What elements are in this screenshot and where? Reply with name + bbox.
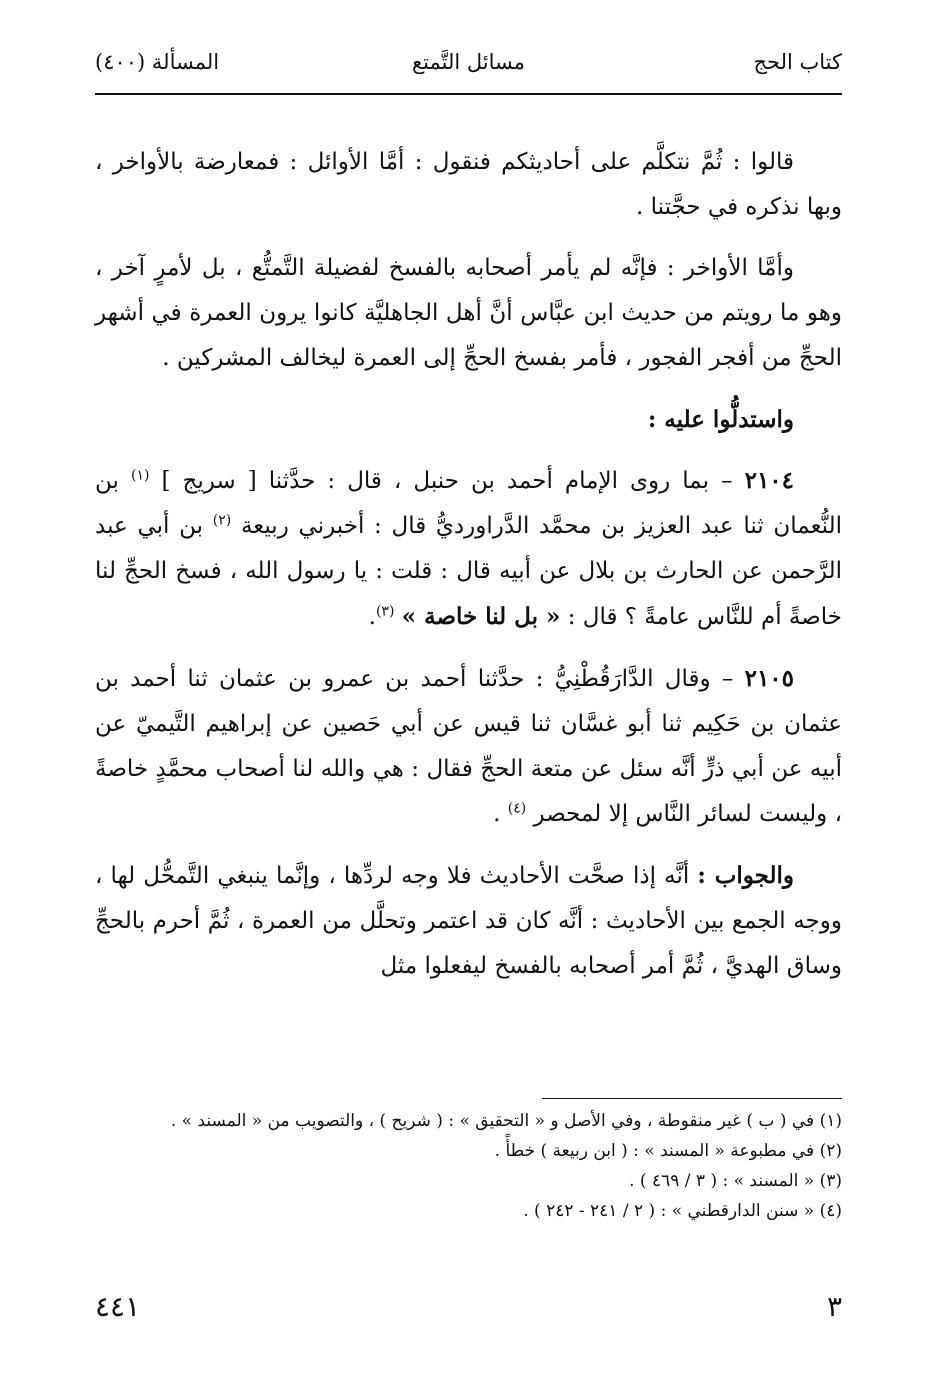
- hadith-number: ٢١٠٤: [744, 467, 795, 494]
- hadith-2105: [95, 656, 842, 837]
- footnote-ref: (٢): [212, 512, 232, 529]
- header-issue-number: المسألة (٤٠٠): [95, 50, 220, 74]
- footnote-1: (١) في ( ب ) غير منقوطة ، وفي الأصل و « التحقيق » : ( شريح ) ، والتصويب من « المسند » .: [170, 1111, 842, 1131]
- answer-label: والجواب :: [697, 862, 795, 889]
- footnote-4: (٤) « سنن الدارقطني » : ( ٢ / ٢٤١ - ٢٤٢ ) .: [523, 1201, 842, 1221]
- paragraph: وأمَّا الأواخر : فإنَّه لم يأمر أصحابه بالفسخ لفضيلة التَّمتُّع ، بل لأمرٍ آخر ، وهو ما رويتم من حديث ابن عبَّاس أنَّ أهل الجاهليَّة كانوا يرون العمرة في أشهر الحجِّ من أفجر الفجور ، فأمر بفسخ الحجِّ إلى العمرة ليخالف المشركين .: [95, 255, 842, 371]
- hadith-2104: [95, 458, 842, 640]
- footnote-2: (٢) في مطبوعة « المسند » : ( ابن ربيعة ) خطأً .: [494, 1141, 842, 1161]
- paragraph: قالوا : ثُمَّ نتكلَّم على أحاديثكم فنقول : أمَّا الأوائل : فمعارضة بالأواخر ، وبها نذكره في حجَّتنا .: [95, 149, 842, 220]
- main-text: [95, 140, 842, 1005]
- header-divider: [95, 93, 842, 95]
- hadith-text: بن النُّعمان ثنا عبد العزيز بن محمَّد الدَّراورديُّ قال : أخبرني ربيعة: [95, 468, 843, 539]
- header-chapter-title: مسائل التَّمتع: [411, 50, 526, 74]
- page-number: ٤٤١: [95, 1290, 141, 1323]
- footnote-ref: (١): [130, 467, 150, 484]
- footnote-ref: (٣): [375, 603, 395, 620]
- sentence-end: .: [493, 801, 501, 827]
- answer-paragraph: [95, 853, 842, 989]
- hadith-text: – بما روى الإمام أحمد بن حنبل ، قال : حدَّثنا [ سريج ]: [161, 468, 733, 494]
- hadith-number: ٢١٠٥: [744, 665, 795, 692]
- footnote-ref: (٤): [507, 800, 527, 817]
- page-footer: [95, 1290, 842, 1330]
- hadith-text: بن أبي عبد الرَّحمن عن الحارث بن بلال عن أبيه قال : قلت : يا رسول الله ، فسخ الحجِّ لنا خاصةً أم للنَّاس عامةً ؟ قال :: [95, 513, 842, 630]
- volume-number: ٣: [826, 1290, 842, 1323]
- answer-text: أنَّه إذا صحَّت الأحاديث فلا وجه لردِّها ، وإنَّما ينبغي التَّمحُّل لها ، ووجه الجمع بين الأحاديث : أنَّه كان قد اعتمر وتحلَّل من العمرة ، ثُمَّ أحرم بالحجِّ وساق الهديَّ ، ثُمَّ أمر أصحابه بالفسخ ليفعلوا مثل: [95, 863, 842, 979]
- sentence-end: .: [368, 604, 376, 630]
- footnotes: [95, 1106, 842, 1226]
- hadith-quote: « بل لنا خاصة »: [401, 603, 561, 630]
- section-heading: واستدلُّوا عليه :: [647, 406, 794, 433]
- hadith-text: – وقال الدَّارَقُطْنِيُّ : حدَّثنا أحمد بن عمرو بن عثمان ثنا أحمد بن عثمان بن حَكِيم ثنا أبو غسَّان ثنا قيس عن أبي حَصين عن إبراهيم التَّيميّ عن أبيه عن أبي ذرٍّ أنَّه سئل عن متعة الحجِّ فقال : هي والله لنا أصحاب محمَّدٍ خاصةً ، وليست لسائر النَّاس إلا لمحصر: [95, 666, 842, 827]
- header-book-title: كتاب الحج: [753, 50, 842, 74]
- footnote-3: (٣) « المسند » : ( ٣ / ٤٦٩ ) .: [629, 1171, 842, 1191]
- footnote-divider: [542, 1098, 842, 1099]
- running-header: [95, 50, 842, 90]
